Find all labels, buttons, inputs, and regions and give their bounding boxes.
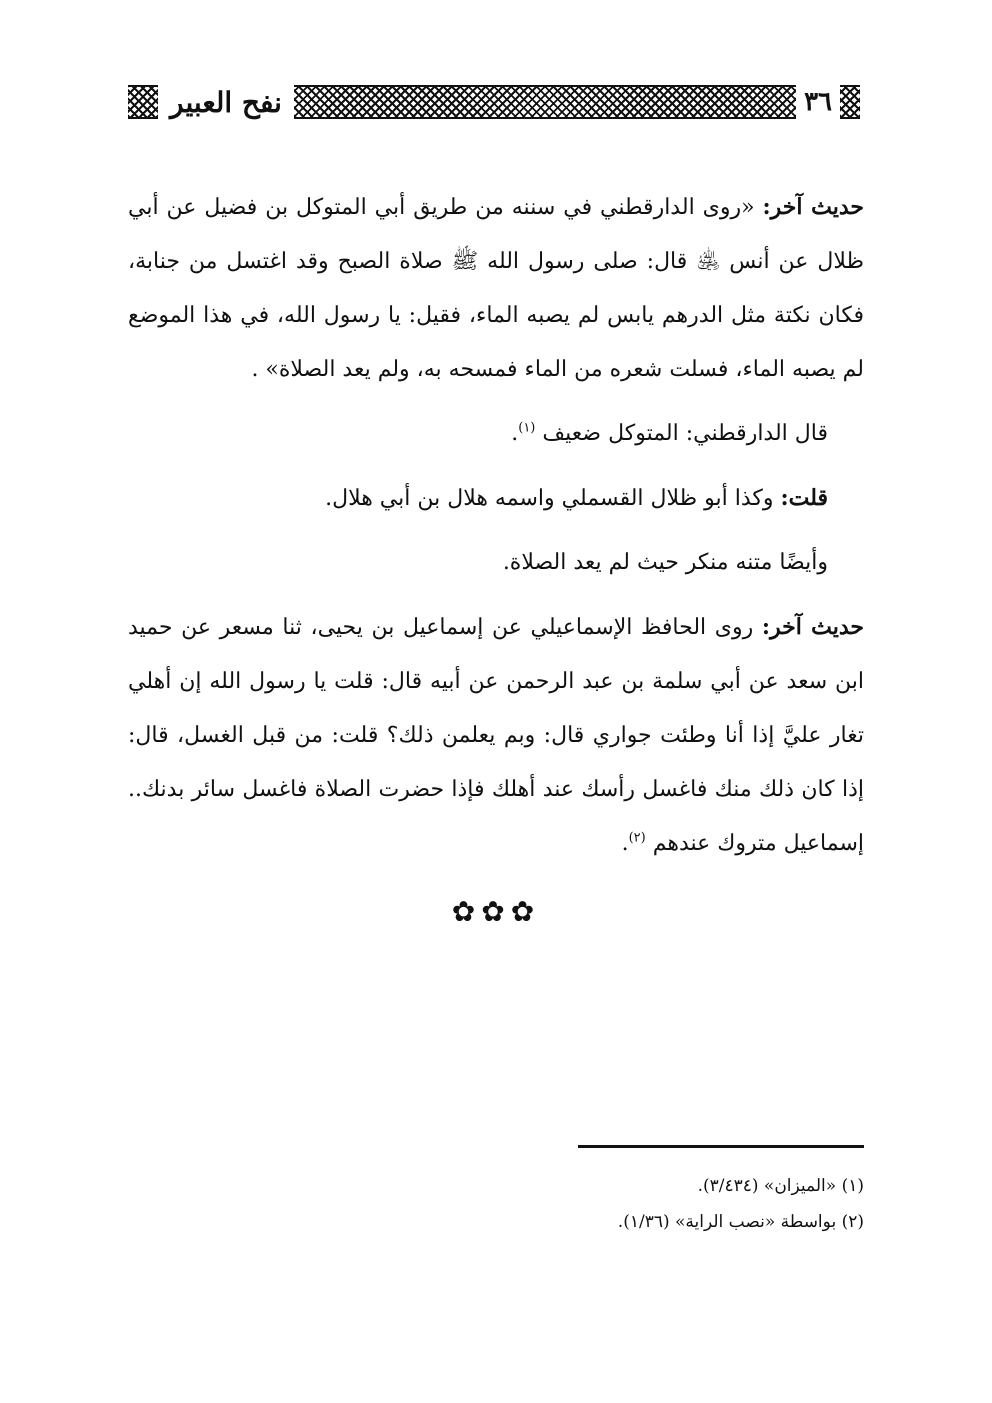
- header-ornament-start: [840, 85, 860, 119]
- footnote-ref-1[interactable]: (١): [518, 420, 536, 436]
- page-header: [128, 78, 860, 126]
- paragraph-hadith-2: [128, 600, 864, 871]
- footnotes: [128, 1168, 864, 1240]
- book-title: نفح العبير: [170, 85, 282, 119]
- paragraph-tail: .: [511, 421, 519, 446]
- paragraph-qultu: [128, 471, 864, 526]
- paragraph-lead: حديث آخر:: [761, 614, 864, 640]
- paragraph-text: «روى الدارقطني في سننه من طريق أبي المتوكل بن فضيل عن أبي ظلال عن أنس ﵁ قال: صلى رسول الله ﷺ صلاة الصبح وقد اغتسل من جنابة، فكان نكتة مثل الدرهم يابس لم يصبه الماء، فقيل: يا رسول الله، في هذا الموضع لم يصبه الماء، فسلت شعره من الماء فمسحه به، ولم يعد الصلاة» .: [128, 195, 864, 382]
- footnote-ref-2[interactable]: (٢): [628, 830, 646, 846]
- header-ornament-band: [294, 85, 796, 119]
- section-separator-stars: ✿✿✿: [451, 895, 541, 928]
- page-number: ٣٦: [804, 87, 832, 117]
- paragraph-text: قال الدارقطني: المتوكل ضعيف: [542, 421, 828, 446]
- page-body: [128, 180, 864, 881]
- footnote-divider: [578, 1145, 864, 1148]
- paragraph-text: وأيضًا متنه منكر حيث لم يعد الصلاة.: [502, 550, 828, 575]
- header-ornament-end: [128, 85, 158, 119]
- paragraph-daraqutni: [128, 407, 864, 461]
- footnote-1: (١) «الميزان» (٣/٤٣٤).: [697, 1176, 864, 1196]
- paragraph-text: روى الحافظ الإسماعيلي عن إسماعيل بن يحيى، ثنا مسعر عن حميد ابن سعد عن أبي سلمة بن عبد الرحمن عن أبيه قال: قلت يا رسول الله إن أهلي تغار عليَّ إذا أنا وطئت جواري قال: وبم يعلمن ذلك؟ قلت: من قبل الغسل، قال: إذا كان ذلك منك فاغسل رأسك عند أهلك فإذا حضرت الصلاة فاغسل سائر بدنك.. إسماعيل متروك عندهم: [128, 615, 864, 856]
- paragraph-matn: [128, 536, 864, 590]
- paragraph-hadith-1: [128, 180, 864, 397]
- paragraph-tail: .: [621, 831, 629, 856]
- footnote-2: (٢) بواسطة «نصب الراية» (١/٣٦).: [617, 1212, 864, 1232]
- paragraph-lead: حديث آخر:: [762, 194, 864, 220]
- paragraph-lead: قلت:: [780, 485, 828, 511]
- paragraph-text: وكذا أبو ظلال القسملي واسمه هلال بن أبي هلال.: [325, 486, 781, 511]
